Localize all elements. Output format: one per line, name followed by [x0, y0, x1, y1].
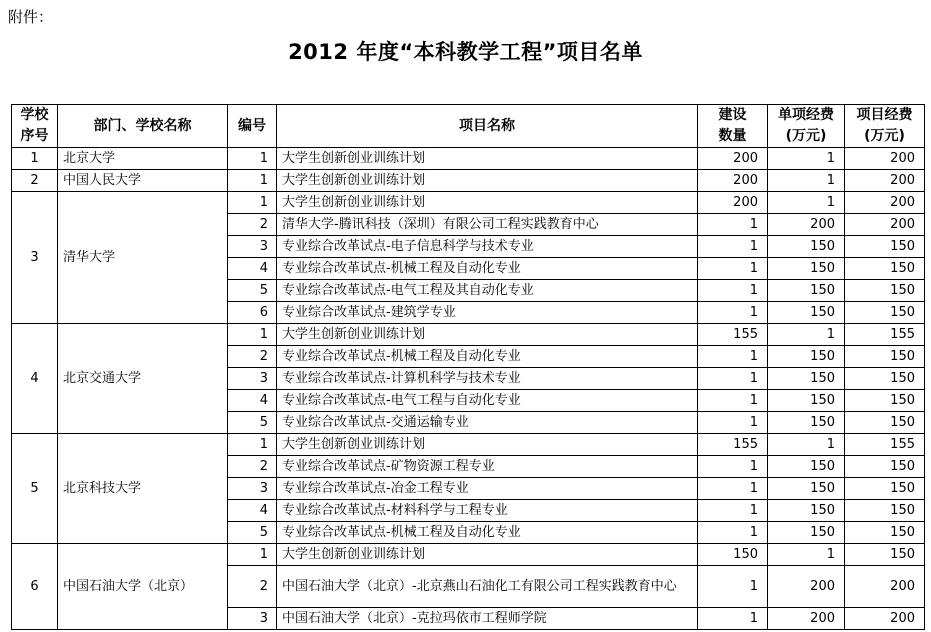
project-num-cell: 2	[228, 346, 277, 368]
project-unit-fee-cell: 150	[768, 236, 845, 258]
project-total-fee-cell: 150	[845, 236, 925, 258]
project-total-fee-cell: 150	[845, 544, 925, 566]
project-name-cell: 中国石油大学（北京）-克拉玛依市工程师学院	[277, 608, 698, 630]
project-name-cell: 专业综合改革试点-电气工程及其自动化专业	[277, 280, 698, 302]
project-name-cell: 专业综合改革试点-建筑学专业	[277, 302, 698, 324]
header-num: 编号	[228, 105, 277, 148]
school-name-cell: 清华大学	[58, 192, 228, 324]
project-total-fee-cell: 150	[845, 280, 925, 302]
project-num-cell: 4	[228, 258, 277, 280]
project-total-fee-cell: 150	[845, 456, 925, 478]
project-name-cell: 专业综合改革试点-材料科学与工程专业	[277, 500, 698, 522]
project-name-cell: 大学生创新创业训练计划	[277, 170, 698, 192]
project-unit-fee-cell: 150	[768, 346, 845, 368]
project-num-cell: 3	[228, 368, 277, 390]
project-qty-cell: 1	[698, 412, 768, 434]
project-total-fee-cell: 155	[845, 324, 925, 346]
document-title: 2012 年度“本科教学工程”项目名单	[288, 40, 643, 64]
project-qty-cell: 1	[698, 500, 768, 522]
table-row	[12, 544, 925, 566]
project-unit-fee-cell: 150	[768, 390, 845, 412]
project-name-cell: 专业综合改革试点-机械工程及自动化专业	[277, 346, 698, 368]
project-total-fee-cell: 200	[845, 170, 925, 192]
school-seq-cell: 3	[12, 192, 58, 324]
project-qty-cell: 1	[698, 258, 768, 280]
table-row	[12, 170, 925, 192]
project-total-fee-cell: 150	[845, 412, 925, 434]
school-name-cell: 北京科技大学	[58, 434, 228, 544]
project-total-fee-cell: 150	[845, 346, 925, 368]
project-table	[11, 104, 925, 630]
project-num-cell: 1	[228, 324, 277, 346]
project-unit-fee-cell: 1	[768, 324, 845, 346]
project-qty-cell: 1	[698, 566, 768, 608]
project-qty-cell: 150	[698, 544, 768, 566]
project-num-cell: 4	[228, 500, 277, 522]
school-seq-cell: 4	[12, 324, 58, 434]
project-qty-cell: 1	[698, 390, 768, 412]
project-total-fee-cell: 150	[845, 368, 925, 390]
project-unit-fee-cell: 150	[768, 302, 845, 324]
project-unit-fee-cell: 150	[768, 500, 845, 522]
project-name-cell: 专业综合改革试点-机械工程及自动化专业	[277, 258, 698, 280]
project-num-cell: 1	[228, 170, 277, 192]
project-name-cell: 大学生创新创业训练计划	[277, 434, 698, 456]
header-total-fee: 项目经费 (万元)	[845, 105, 925, 148]
table-row	[12, 324, 925, 346]
project-qty-cell: 1	[698, 608, 768, 630]
project-num-cell: 6	[228, 302, 277, 324]
project-name-cell: 大学生创新创业训练计划	[277, 324, 698, 346]
header-unit-fee: 单项经费 (万元)	[768, 105, 845, 148]
header-qty: 建设 数量	[698, 105, 768, 148]
table-row	[12, 434, 925, 456]
project-num-cell: 3	[228, 478, 277, 500]
project-unit-fee-cell: 150	[768, 456, 845, 478]
project-num-cell: 5	[228, 280, 277, 302]
project-num-cell: 5	[228, 522, 277, 544]
project-total-fee-cell: 200	[845, 214, 925, 236]
school-seq-cell: 2	[12, 170, 58, 192]
header-project: 项目名称	[277, 105, 698, 148]
project-qty-cell: 155	[698, 324, 768, 346]
school-seq-cell: 5	[12, 434, 58, 544]
project-total-fee-cell: 150	[845, 258, 925, 280]
project-qty-cell: 1	[698, 302, 768, 324]
project-unit-fee-cell: 1	[768, 148, 845, 170]
project-qty-cell: 1	[698, 280, 768, 302]
project-qty-cell: 200	[698, 170, 768, 192]
attachment-label: 附件：	[8, 8, 54, 26]
project-unit-fee-cell: 150	[768, 368, 845, 390]
project-name-cell: 大学生创新创业训练计划	[277, 148, 698, 170]
project-qty-cell: 1	[698, 214, 768, 236]
project-unit-fee-cell: 200	[768, 608, 845, 630]
school-name-cell: 北京交通大学	[58, 324, 228, 434]
project-name-cell: 大学生创新创业训练计划	[277, 544, 698, 566]
project-qty-cell: 200	[698, 148, 768, 170]
project-unit-fee-cell: 1	[768, 544, 845, 566]
project-qty-cell: 1	[698, 478, 768, 500]
project-num-cell: 3	[228, 608, 277, 630]
school-name-cell: 北京大学	[58, 148, 228, 170]
project-num-cell: 5	[228, 412, 277, 434]
school-seq-cell: 1	[12, 148, 58, 170]
project-total-fee-cell: 150	[845, 390, 925, 412]
project-unit-fee-cell: 150	[768, 412, 845, 434]
project-total-fee-cell: 155	[845, 434, 925, 456]
project-unit-fee-cell: 200	[768, 214, 845, 236]
project-num-cell: 1	[228, 544, 277, 566]
project-qty-cell: 1	[698, 456, 768, 478]
project-name-cell: 专业综合改革试点-计算机科学与技术专业	[277, 368, 698, 390]
project-unit-fee-cell: 1	[768, 170, 845, 192]
project-total-fee-cell: 200	[845, 566, 925, 608]
project-num-cell: 2	[228, 456, 277, 478]
project-name-cell: 专业综合改革试点-交通运输专业	[277, 412, 698, 434]
project-qty-cell: 155	[698, 434, 768, 456]
table-body	[12, 148, 925, 630]
project-unit-fee-cell: 150	[768, 478, 845, 500]
project-qty-cell: 1	[698, 522, 768, 544]
project-name-cell: 专业综合改革试点-矿物资源工程专业	[277, 456, 698, 478]
project-qty-cell: 1	[698, 236, 768, 258]
project-total-fee-cell: 200	[845, 608, 925, 630]
project-num-cell: 2	[228, 214, 277, 236]
project-name-cell: 专业综合改革试点-电气工程与自动化专业	[277, 390, 698, 412]
project-unit-fee-cell: 1	[768, 434, 845, 456]
project-qty-cell: 200	[698, 192, 768, 214]
project-name-cell: 专业综合改革试点-电子信息科学与技术专业	[277, 236, 698, 258]
project-name-cell: 专业综合改革试点-机械工程及自动化专业	[277, 522, 698, 544]
table-row	[12, 148, 925, 170]
project-num-cell: 2	[228, 566, 277, 608]
project-name-cell: 中国石油大学（北京）-北京燕山石油化工有限公司工程实践教育中心	[277, 566, 698, 608]
school-name-cell: 中国石油大学（北京）	[58, 544, 228, 630]
header-dept: 部门、学校名称	[58, 105, 228, 148]
project-unit-fee-cell: 150	[768, 522, 845, 544]
project-num-cell: 3	[228, 236, 277, 258]
project-total-fee-cell: 200	[845, 192, 925, 214]
project-total-fee-cell: 150	[845, 302, 925, 324]
project-name-cell: 专业综合改革试点-冶金工程专业	[277, 478, 698, 500]
project-total-fee-cell: 150	[845, 478, 925, 500]
project-num-cell: 1	[228, 192, 277, 214]
header-seq: 学校 序号	[12, 105, 58, 148]
table-row	[12, 192, 925, 214]
project-unit-fee-cell: 1	[768, 192, 845, 214]
school-seq-cell: 6	[12, 544, 58, 630]
project-num-cell: 1	[228, 434, 277, 456]
project-qty-cell: 1	[698, 368, 768, 390]
project-num-cell: 1	[228, 148, 277, 170]
project-num-cell: 4	[228, 390, 277, 412]
project-unit-fee-cell: 150	[768, 258, 845, 280]
project-unit-fee-cell: 200	[768, 566, 845, 608]
project-name-cell: 大学生创新创业训练计划	[277, 192, 698, 214]
project-total-fee-cell: 150	[845, 500, 925, 522]
project-total-fee-cell: 150	[845, 522, 925, 544]
project-name-cell: 清华大学-腾讯科技（深圳）有限公司工程实践教育中心	[277, 214, 698, 236]
project-qty-cell: 1	[698, 346, 768, 368]
school-name-cell: 中国人民大学	[58, 170, 228, 192]
project-total-fee-cell: 200	[845, 148, 925, 170]
table-header-row	[12, 105, 925, 148]
project-unit-fee-cell: 150	[768, 280, 845, 302]
